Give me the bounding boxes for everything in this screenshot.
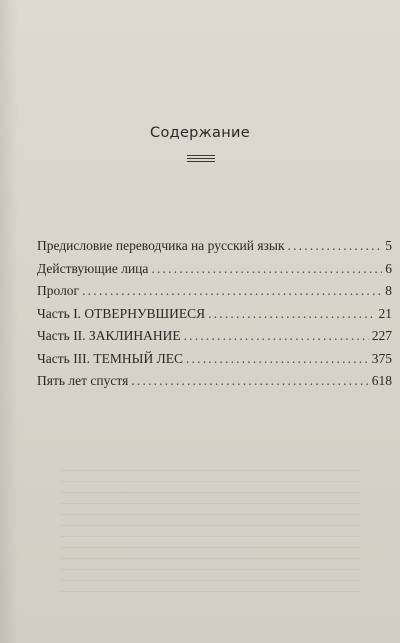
toc-entry bbox=[37, 238, 392, 261]
show-through-text bbox=[60, 470, 360, 600]
toc-entry bbox=[37, 328, 392, 351]
toc-entry-page: 375 bbox=[371, 350, 392, 366]
toc-leader-dots bbox=[208, 306, 375, 322]
toc-leader-dots bbox=[288, 238, 383, 254]
toc-entry-page: 618 bbox=[371, 373, 392, 388]
toc-entry-label: Предисловие переводчика на русский язык bbox=[37, 238, 285, 253]
toc-entry bbox=[37, 306, 392, 329]
toc-leader-dots bbox=[82, 283, 382, 299]
toc-entry-label: Часть III. ТЕМНЫЙ ЛЕС bbox=[37, 350, 183, 366]
toc-entry-label: Пять лет спустя bbox=[37, 373, 129, 388]
toc-entry bbox=[37, 351, 392, 374]
toc-leader-dots bbox=[184, 328, 369, 344]
toc-entry-page: 5 bbox=[385, 238, 392, 253]
toc-entry bbox=[37, 283, 392, 306]
toc-entry-page: 227 bbox=[371, 328, 392, 343]
toc-entry-page: 8 bbox=[385, 283, 392, 298]
toc-entry-label: Действующие лица bbox=[37, 260, 149, 276]
toc-leader-dots bbox=[131, 373, 368, 389]
toc-entry bbox=[37, 261, 392, 284]
toc-leader-dots bbox=[151, 261, 382, 277]
toc-entry-label: Часть II. ЗАКЛИНАНИЕ bbox=[37, 328, 181, 343]
page-title: Содержание bbox=[150, 125, 250, 141]
toc-entry-label: Пролог bbox=[37, 283, 80, 298]
table-of-contents bbox=[37, 238, 392, 396]
toc-entry-label: Часть I. ОТВЕРНУВШИЕСЯ bbox=[37, 305, 206, 321]
toc-leader-dots bbox=[186, 351, 369, 367]
title-ornament bbox=[187, 155, 215, 163]
toc-entry-page: 21 bbox=[378, 305, 392, 321]
toc-entry-page: 6 bbox=[385, 260, 392, 276]
toc-entry bbox=[37, 373, 392, 396]
